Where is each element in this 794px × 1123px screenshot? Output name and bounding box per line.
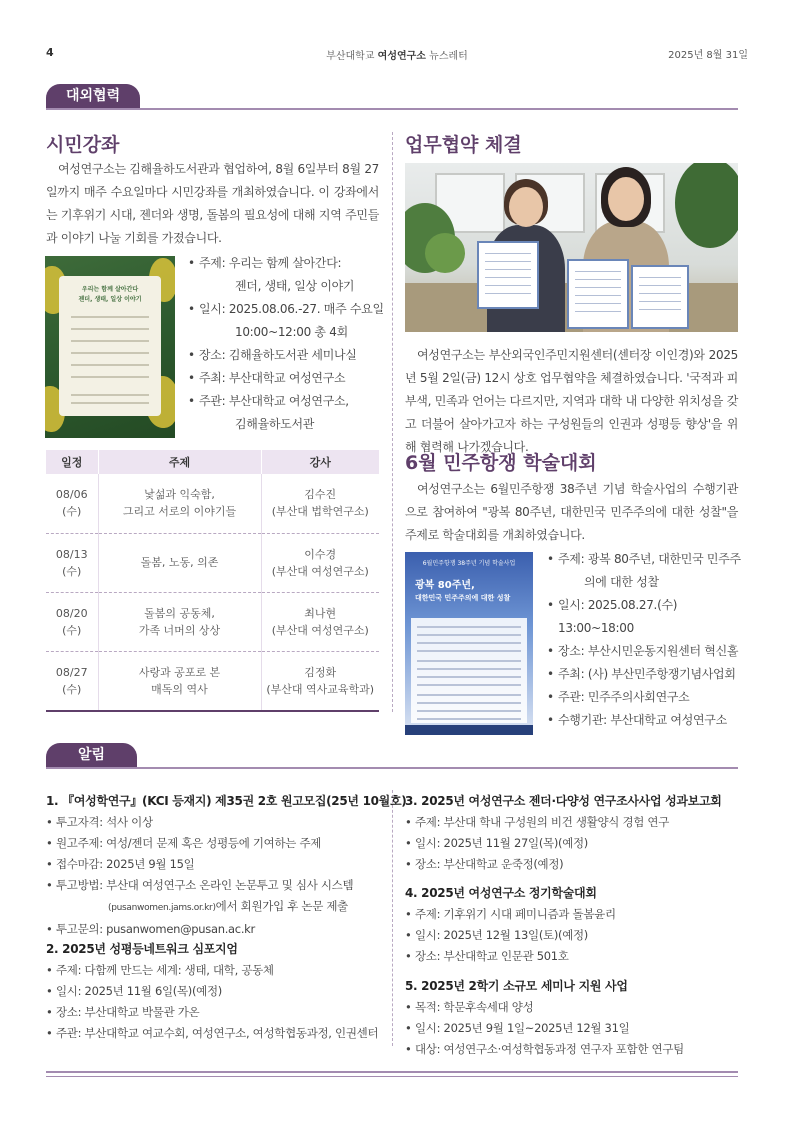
- table-row: 08/20 (수) 돌봄의 공동체, 가족 너머의 상상 최나현 (부산대 여성연구소): [46, 592, 379, 651]
- poster-subtitle: 젠더, 생태, 일상 이야기: [78, 296, 142, 303]
- agreement-document: [631, 265, 689, 329]
- table-row: 08/06 (수) 낯섦과 익숙함, 그리고 서로의 이야기들 김수진 (부산대 법학연구소): [46, 474, 379, 533]
- notice-list-3: • 주제: 부산대 학내 구성원의 비건 생활양식 경험 연구 • 일시: 2025년 11월 27일(목)(예정) • 장소: 부산대학교 운죽정(예정): [405, 812, 738, 875]
- header-institute: 여성연구소: [377, 51, 426, 62]
- conference-performer: • 수행기관: 부산대학교 여성연구소: [547, 709, 742, 732]
- notice-list-1: • 투고자격: 석사 이상 • 원고주제: 여성/젠더 문제 혹은 성평등에 기여하는 주제 • 접수마감: 2025년 9월 15일 • 투고방법: 부산대 여성연구소 온라인 논문투고 및 심사 시스템 (pusanwomen.jams.or.kr)에서 회원가입 후 논문 제출 • 투고문의: pusanwomen@pusan.ac.kr: [46, 812, 386, 940]
- lecture-theme: • 주제: 우리는 함께 살아간다: 젠더, 생태, 일상 이야기: [188, 252, 388, 298]
- issue-date: 2025년 8월 31일: [668, 50, 748, 61]
- conference-poster-image: [405, 552, 533, 735]
- column-divider: [392, 132, 393, 712]
- lecture-place: • 장소: 김해율하도서관 세미나실: [188, 344, 388, 367]
- section-tab-external: 대외협력: [46, 84, 140, 109]
- page-number: 4: [46, 46, 54, 59]
- footer-rule: [46, 1076, 738, 1077]
- notice-title-4: 4. 2025년 여성연구소 정기학술대회: [405, 886, 597, 900]
- section-divider: [46, 767, 738, 769]
- contact-email: • 투고문의: pusanwomen@pusan.ac.kr: [46, 919, 386, 940]
- table-row: 08/13 (수) 돌봄, 노동, 의존 이수경 (부산대 여성연구소): [46, 533, 379, 592]
- col-header-lecturer: 강사: [261, 450, 379, 474]
- conference-details: [547, 548, 742, 732]
- lecture-schedule-table: [46, 450, 379, 712]
- notice-list-4: • 주제: 기후위기 시대 페미니즘과 돌봄윤리 • 일시: 2025년 12월 13일(토)(예정) • 장소: 부산대학교 인문관 501호: [405, 904, 738, 967]
- submission-site-link[interactable]: (pusanwomen.jams.or.kr): [108, 903, 216, 913]
- agreement-photo-image: [405, 163, 738, 332]
- col-header-topic: 주제: [98, 450, 261, 474]
- notice-list-5: • 목적: 학문후속세대 양성 • 일시: 2025년 9월 1일~2025년 12월 31일 • 대상: 여성연구소·여성학협동과정 연구자 포함한 연구팀: [405, 997, 738, 1060]
- agreement-document: [567, 259, 629, 329]
- lecture-host: • 주최: 부산대학교 여성연구소: [188, 367, 388, 390]
- col-header-date: 일정: [46, 450, 98, 474]
- header-org: 부산대학교: [326, 51, 375, 62]
- header-publication: 뉴스레터: [429, 51, 468, 62]
- conference-text: 여성연구소는 6월민주항쟁 38주년 기념 학술사업의 수행기관으로 참여하여 "광복 80주년, 대한민국 민주주의에 대한 성찰"을 주제로 학술대회를 개최하였습니다.: [405, 482, 738, 542]
- lecture-poster-image: [45, 256, 175, 438]
- conference-theme: • 주제: 광복 80주년, 대한민국 민주주 의에 대한 성찰: [547, 548, 742, 594]
- lecture-organizer: • 주관: 부산대학교 여성연구소, 김해율하도서관: [188, 390, 388, 436]
- table-header-row: [46, 450, 379, 474]
- section-tab-notice: 알림: [46, 743, 137, 768]
- lecture-title: 시민강좌: [46, 134, 120, 156]
- lecture-intro: 여성연구소는 김해율하도서관과 협업하여, 8월 6일부터 8월 27일까지 매주 수요일마다 시민강좌를 개최하였습니다. 이 강좌에서는 기후위기 시대, 젠더와 생명, 돌봄의 필요성에 대해 지역 주민들과 이야기 나눌 기회를 가졌습니다.: [46, 162, 379, 245]
- poster-title: 광복 80주년, 대한민국 민주주의에 대한 성찰: [415, 580, 511, 602]
- conference-place: • 장소: 부산시민운동지원센터 혁신홀: [547, 640, 742, 663]
- conference-host: • 주최: (사) 부산민주항쟁기념사업회: [547, 663, 742, 686]
- poster-title: 우리는 함께 살아간다: [81, 286, 139, 293]
- notice-list-2: • 주제: 다함께 만드는 세계: 생태, 대학, 공동체 • 일시: 2025년 11월 6일(목)(예정) • 장소: 부산대학교 박물관 가온 • 주관: 부산대학교 여교수회, 여성연구소, 여성학협동과정, 인권센터: [46, 960, 391, 1044]
- notice-title-1: 1. 『여성학연구』(KCI 등재지) 제35권 2호 원고모집(25년 10월호): [46, 794, 407, 808]
- lecture-details: [188, 252, 388, 436]
- agreement-document: [477, 241, 539, 309]
- notice-title-5: 5. 2025년 2학기 소규모 세미나 지원 사업: [405, 979, 628, 993]
- column-divider: [392, 790, 393, 1046]
- conference-title: 6월 민주항쟁 학술대회: [405, 452, 597, 474]
- table-row: 08/27 (수) 사랑과 공포로 본 매독의 역사 김정화 (부산대 역사교육학과): [46, 651, 379, 711]
- notice-title-3: 3. 2025년 여성연구소 젠더·다양성 연구조사사업 성과보고회: [405, 794, 722, 808]
- notice-title-2: 2. 2025년 성평등네트워크 심포지엄: [46, 942, 238, 956]
- poster-program: [411, 618, 527, 723]
- conference-date: • 일시: 2025.08.27.(수) 13:00~18:00: [547, 594, 742, 640]
- section-divider: [46, 108, 738, 110]
- conference-organizer: • 주관: 민주주의사회연구소: [547, 686, 742, 709]
- agreement-title: 업무협약 체결: [405, 134, 522, 156]
- agreement-text: 여성연구소는 부산외국인주민지원센터(센터장 이인경)와 2025년 5월 2일(금) 12시 상호 업무협약을 체결하였습니다. '국적과 피부색, 민족과 언어는 다르지만, 지역과 대학 내 다양한 위치성을 갖고 더불어 살아가고자 하는 구성원들의 인권과 성평등 향상'을 위해 협력해 나가겠습니다.: [405, 348, 738, 454]
- poster-card: [59, 276, 161, 416]
- lecture-date: • 일시: 2025.08.06.-27. 매주 수요일 10:00~12:00 총 4회: [188, 298, 388, 344]
- poster-header: 6월민주항쟁 38주년 기념 학술사업: [422, 560, 516, 567]
- footer-rule: [46, 1071, 738, 1073]
